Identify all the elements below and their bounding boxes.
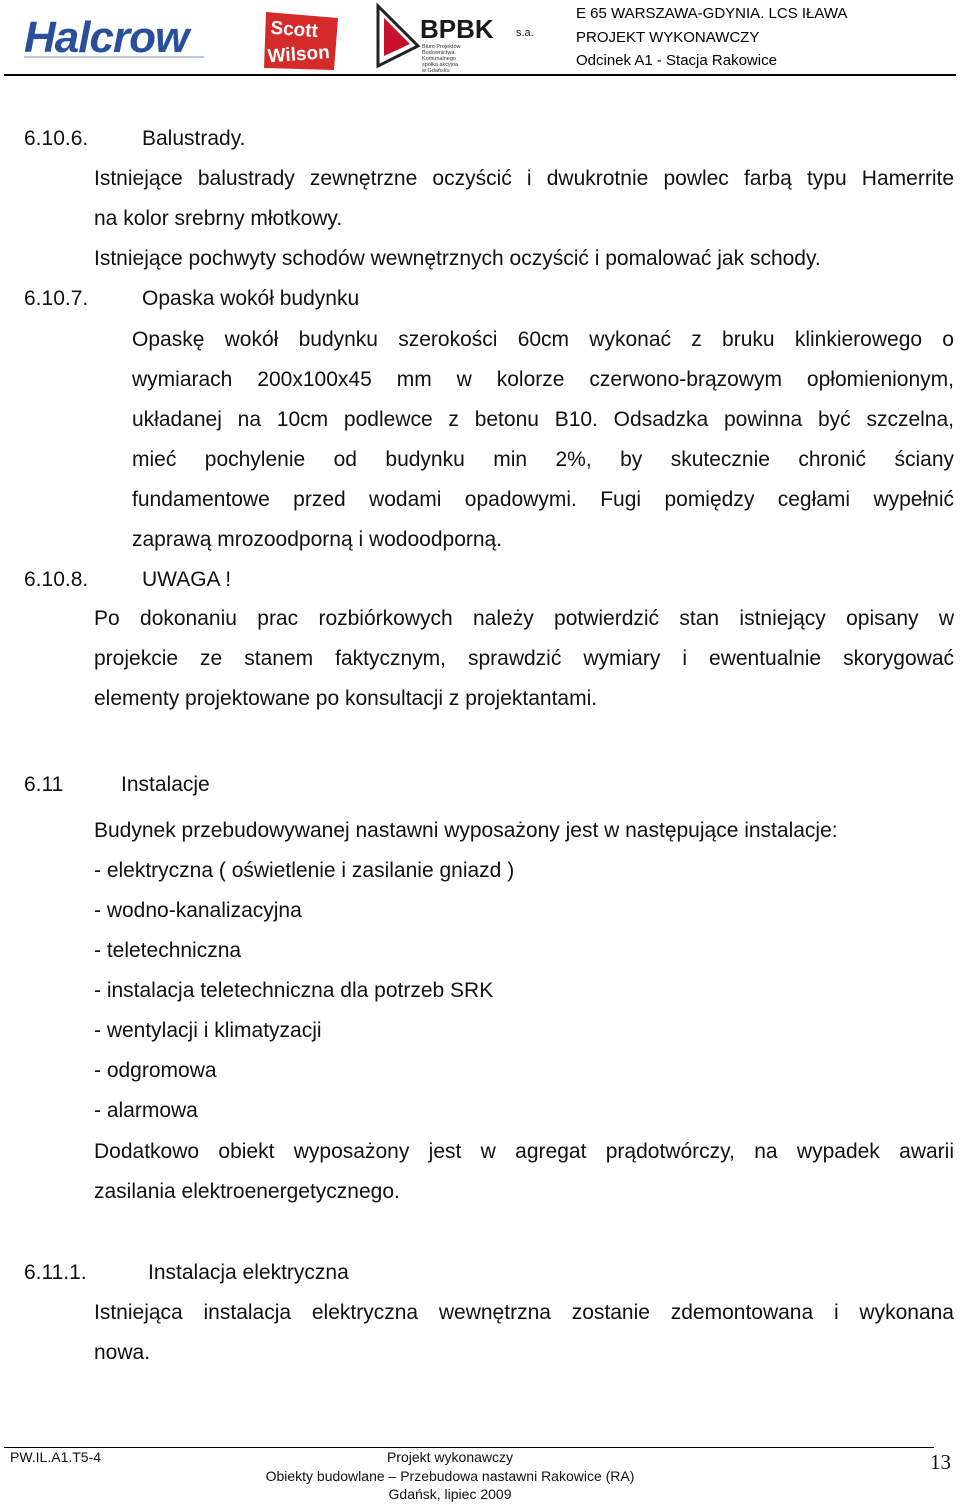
section-title-instalacja-elektryczna: Instalacja elektryczna — [148, 1261, 349, 1284]
bpbk-logo-suffix: s.a. — [516, 27, 534, 39]
paragraph-line: układanej na 10cm podlewce z betonu B10. Odsadzka powinna być szczelna, — [132, 408, 954, 431]
paragraph-line: Opaskę wokół budynku szerokości 60cm wykonać z bruku klinkierowego o — [132, 328, 954, 351]
paragraph-line: Istniejące pochwyty schodów wewnętrznych oczyścić i pomalować jak schody. — [94, 247, 821, 270]
bpbk-sub-1: Biuro Projektów — [422, 44, 461, 50]
header-line-section: Odcinek A1 - Stacja Rakowice — [576, 52, 777, 69]
page-number: 13 — [930, 1450, 951, 1474]
halcrow-logo-text: Halcrow — [24, 13, 189, 62]
paragraph-line: wymiarach 200x100x45 mm w kolorze czerwono-brązowym opłomienionym, — [132, 368, 954, 391]
paragraph-line: Po dokonaniu prac rozbiórkowych należy potwierdzić stan istniejący opisany w — [94, 607, 954, 630]
footer-line-place-date: Gdańsk, lipiec 2009 — [388, 1486, 512, 1502]
header-rule — [4, 74, 956, 76]
header-line-project: PROJEKT WYKONAWCZY — [576, 28, 760, 46]
list-item: - wodno-kanalizacyjna — [94, 899, 302, 922]
list-item: - teletechniczna — [94, 939, 242, 962]
paragraph-line: zasilania elektroenergetycznego. — [94, 1180, 400, 1203]
paragraph-line: projekcie ze stanem faktycznym, sprawdzić wymiary i ewentualnie skorygować — [94, 647, 954, 670]
section-title-balustrady: Balustrady. — [142, 127, 246, 150]
section-title-opaska: Opaska wokół budynku — [142, 287, 360, 310]
scott-wilson-logo — [262, 8, 342, 74]
bpbk-sub-3: Komunalnego — [422, 56, 456, 62]
list-item: - alarmowa — [94, 1099, 198, 1122]
list-item: - odgromowa — [94, 1059, 217, 1082]
footer-line-object: Obiekty budowlane – Przebudowa nastawni Rakowice (RA) — [265, 1467, 635, 1484]
bpbk-logo-text: BPBK — [420, 14, 494, 44]
section-number-6-11-1: 6.11.1. — [24, 1261, 87, 1284]
footer-info — [160, 1448, 740, 1504]
bpbk-sub-5: w Gdańsku — [422, 68, 450, 74]
halcrow-logo — [24, 12, 204, 62]
paragraph-line: nowa. — [94, 1341, 151, 1364]
section-number-6-11: 6.11 — [24, 773, 64, 796]
paragraph-line: Istniejące balustrady zewnętrzne oczyścić i dwukrotnie powlec farbą typu Hamerrite — [94, 167, 954, 190]
header-project-info — [576, 2, 847, 73]
scott-logo-line1: Scott — [269, 17, 319, 43]
list-item: - elektryczna ( oświetlenie i zasilanie gniazd ) — [94, 859, 515, 882]
section-title-instalacje: Instalacje — [121, 773, 210, 796]
paragraph-line: fundamentowe przed wodami opadowymi. Fugi pomiędzy cegłami wypełnić — [132, 488, 954, 511]
section-number-6-10-8: 6.10.8. — [24, 568, 89, 591]
scott-logo-line2: Wilson — [266, 42, 331, 68]
paragraph-line: Istniejąca instalacja elektryczna wewnętrzna zostanie zdemontowana i wykonana — [94, 1301, 954, 1324]
section-number-6-10-6: 6.10.6. — [24, 127, 89, 150]
header-line-route: E 65 WARSZAWA-GDYNIA. LCS IŁAWA — [576, 5, 848, 22]
bpbk-sub-2: Budownictwa — [422, 50, 455, 56]
paragraph-line: na kolor srebrny młotkowy. — [94, 207, 343, 230]
bpbk-sub-4: spółka akcyjna — [422, 62, 459, 68]
section-title-uwaga: UWAGA ! — [142, 568, 232, 591]
footer-document-code: PW.IL.A1.T5-4 — [10, 1449, 102, 1465]
list-item: - wentylacji i klimatyzacji — [94, 1019, 322, 1042]
page-header — [0, 0, 960, 78]
paragraph-line: elementy projektowane po konsultacji z projektantami. — [94, 687, 598, 710]
list-item: - instalacja teletechniczna dla potrzeb SRK — [94, 979, 494, 1002]
paragraph-line: mieć pochylenie od budynku min 2%, by skutecznie chronić ściany — [132, 448, 954, 471]
bpbk-logo — [374, 4, 544, 74]
paragraph-line: Dodatkowo obiekt wyposażony jest w agregat prądotwórczy, na wypadek awarii — [94, 1140, 954, 1163]
paragraph-line: Budynek przebudowywanej nastawni wyposażony jest w następujące instalacje: — [94, 819, 838, 842]
paragraph-line: zaprawą mrozoodporną i wodoodporną. — [132, 528, 503, 551]
footer-line-type: Projekt wykonawczy — [386, 1449, 514, 1465]
section-number-6-10-7: 6.10.7. — [24, 287, 89, 310]
